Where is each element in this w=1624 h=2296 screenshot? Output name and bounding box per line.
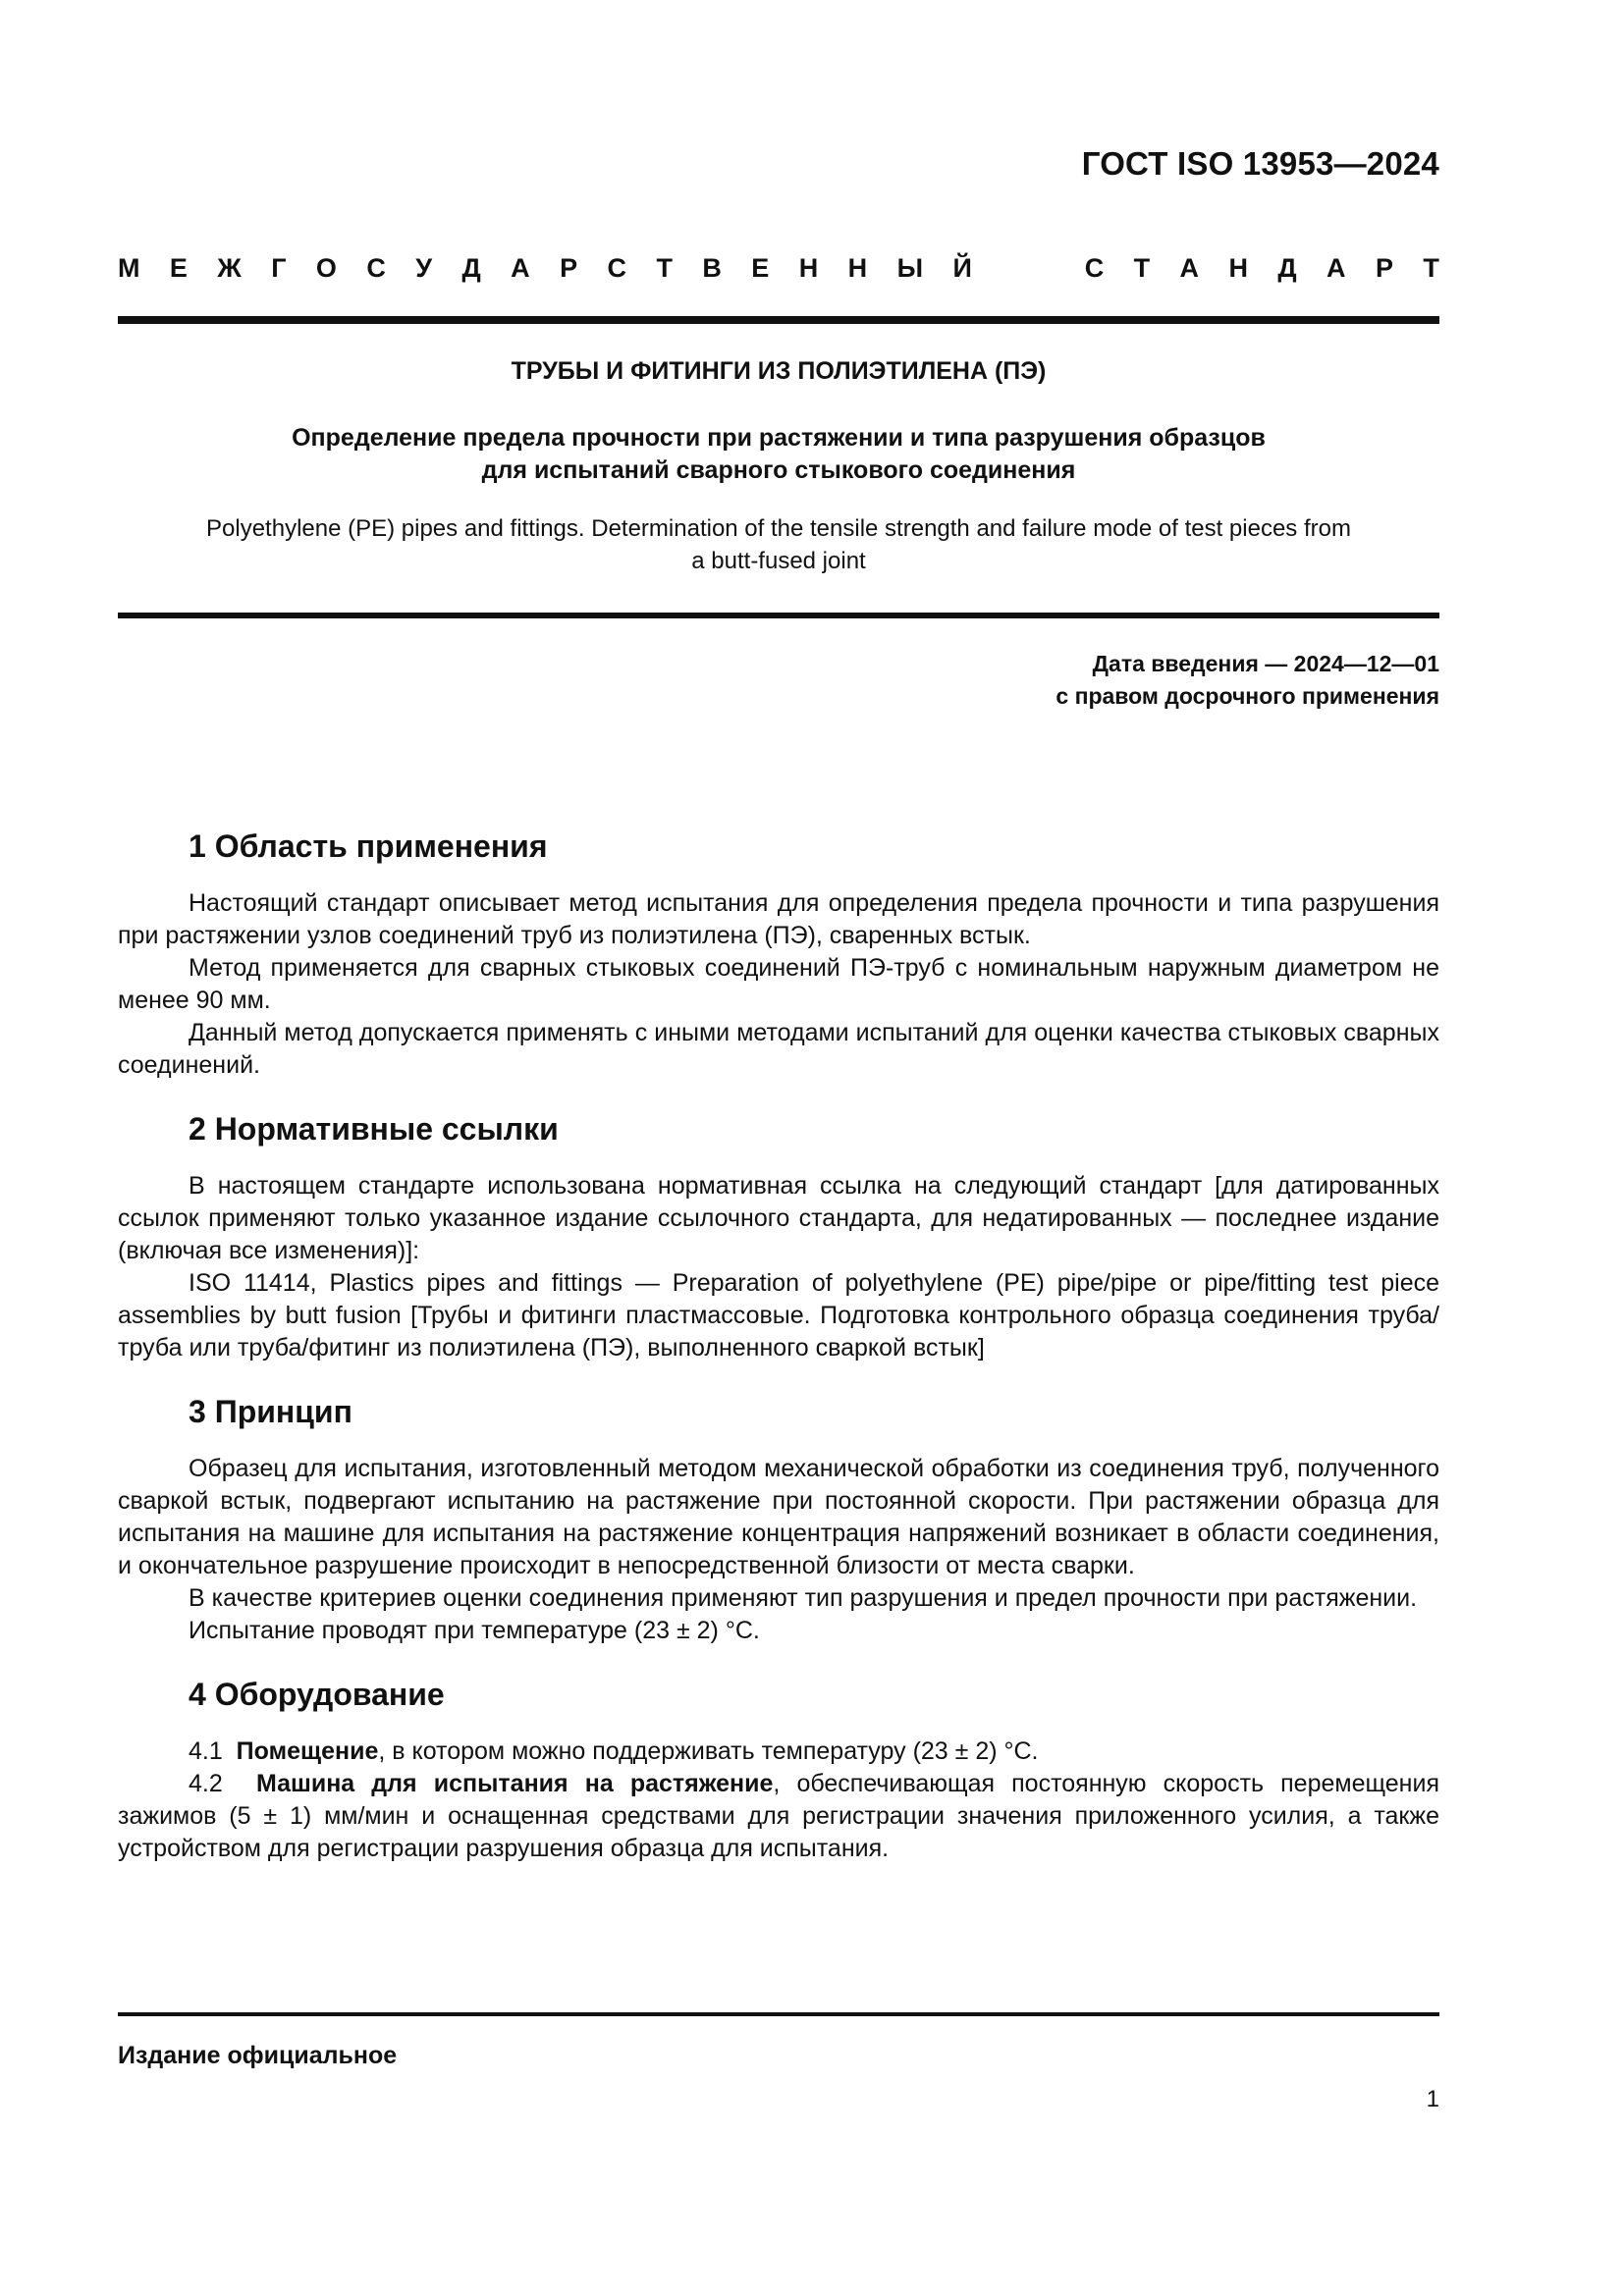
banner-letter: Н [1228, 253, 1248, 283]
paragraph: Настоящий стандарт описывает метод испытания для определения предела прочности и типа разрушения при растяжении узлов соединений труб из полиэтилена (ПЭ), сваренных встык. [118, 889, 1439, 949]
section-heading: 1 Область применения [189, 828, 548, 864]
banner-letter: Д [1277, 253, 1297, 283]
title-main: ТРУБЫ И ФИТИНГИ ИЗ ПОЛИЭТИЛЕНА (ПЭ) [511, 357, 1047, 385]
section-scope [118, 825, 1439, 1082]
paragraph: Испытание проводят при температуре (23 ± 2) °С. [189, 1617, 760, 1644]
clause-text: , обеспечивающая постоянную скорость перемещения зажимов (5 ± 1) мм/мин и оснащенная средствами для регистрации значения приложенного усилия, а также устройством для регистрации разрушения образца для испытания. [118, 1770, 1439, 1862]
banner-word-gap [1001, 253, 1055, 284]
clause-text: , в котором можно поддерживать температуру (23 ± 2) °С. [378, 1737, 1039, 1765]
banner-letter: Д [461, 253, 481, 283]
banner-letter: Т [1423, 253, 1439, 283]
title-divider [118, 613, 1439, 618]
section-apparatus [118, 1673, 1439, 1865]
official-edition-label: Издание официальное [118, 2042, 398, 2069]
banner-letter: У [415, 253, 433, 283]
banner-letter: В [702, 253, 722, 283]
introduction-date-block [1056, 648, 1439, 713]
early-application-note: с правом досрочного применения [1056, 683, 1439, 709]
paragraph: Метод применяется для сварных стыковых соединений ПЭ-труб с номинальным наружным диаметром не менее 90 мм. [118, 954, 1439, 1014]
subtitle-line-2: для испытаний сварного стыкового соединения [481, 456, 1076, 484]
banner-letter: А [511, 253, 530, 283]
top-divider [118, 316, 1439, 324]
section-heading: 4 Оборудование [189, 1677, 445, 1712]
section-normative-references [118, 1107, 1439, 1364]
title-subtitle [118, 422, 1439, 487]
footer-divider [118, 2012, 1439, 2016]
clause-4-1 [118, 1735, 1439, 1768]
banner-letter: С [1084, 253, 1105, 283]
title-english [118, 512, 1439, 577]
banner-letter: А [1326, 253, 1346, 283]
banner-letter: С [366, 253, 386, 283]
subtitle-line-1: Определение предела прочности при растяжении и типа разрушения образцов [292, 424, 1266, 452]
english-title-line-2: a butt-fused joint [691, 548, 866, 574]
document-body [118, 825, 1439, 1891]
section-heading: 2 Нормативные ссылки [189, 1111, 559, 1147]
paragraph: Образец для испытания, изготовленный методом механической обработки из соединения труб, полученного сваркой встык, подвергают испытанию на растяжение при постоянной скорости. При растяжении образца для испытания на машине для испытания на растяжение концентрация напряжений возникает в области соединения, и окончательное разрушение происходит в непосредственной близости от места сварки. [118, 1455, 1439, 1579]
banner-letter: М [118, 253, 140, 283]
banner-letter: Й [952, 253, 972, 283]
banner-letter: Ж [217, 253, 242, 283]
banner-letter: Н [798, 253, 819, 283]
clause-number: 4.2 [189, 1770, 223, 1797]
banner-letter: Е [751, 253, 770, 283]
banner-letter: О [315, 253, 337, 283]
banner-letter: С [607, 253, 627, 283]
paragraph: В качестве критериев оценки соединения применяют тип разрушения и предел прочности при растяжении. [189, 1584, 1418, 1612]
clause-term: Помещение [236, 1737, 379, 1765]
banner-letter: Н [847, 253, 868, 283]
banner-letter: Т [656, 253, 673, 283]
paragraph: Данный метод допускается применять с иными методами испытаний для оценки качества стыковых сварных соединений. [118, 1019, 1439, 1079]
banner-letter: Р [1375, 253, 1393, 283]
clause-term: Машина для испытания на растяжение [255, 1770, 774, 1797]
banner-letter: Р [560, 253, 578, 283]
english-title-line-1: Polyethylene (PE) pipes and fittings. Determination of the tensile strength and failure mode of test pieces from [206, 515, 1351, 542]
paragraph: В настоящем стандарте использована нормативная ссылка на следующий стандарт [для датированных ссылок применяют только указанное издание ссылочного стандарта, для недатированных — последнее издание (включая все изменения)]: [118, 1172, 1439, 1264]
standard-code: ГОСТ ISO 13953—2024 [1081, 145, 1439, 182]
clause-4-2 [118, 1768, 1439, 1865]
introduction-date: Дата введения — 2024—12—01 [1092, 651, 1439, 676]
banner-letter: Т [1133, 253, 1151, 283]
banner-letter: Ы [896, 253, 924, 283]
clause-number: 4.1 [189, 1737, 223, 1765]
paragraph: ISO 11414, Plastics pipes and fittings — Preparation of polyethylene (PE) pipe/pipe or pipe/fitting test piece assemblies by butt fusion [Трубы и фитинги пластмассовые. Подготовка контрольного образца соединения труба/труба или труба/фитинг из полиэтилена (ПЭ), выполненного сваркой встык] [118, 1269, 1439, 1362]
banner-letter: Е [169, 253, 188, 283]
page-number: 1 [1426, 2086, 1439, 2112]
interstate-standard-banner [118, 253, 1439, 284]
banner-letter: Г [271, 253, 287, 283]
section-heading: 3 Принцип [189, 1394, 352, 1429]
banner-letter: А [1179, 253, 1200, 283]
section-principle [118, 1390, 1439, 1647]
